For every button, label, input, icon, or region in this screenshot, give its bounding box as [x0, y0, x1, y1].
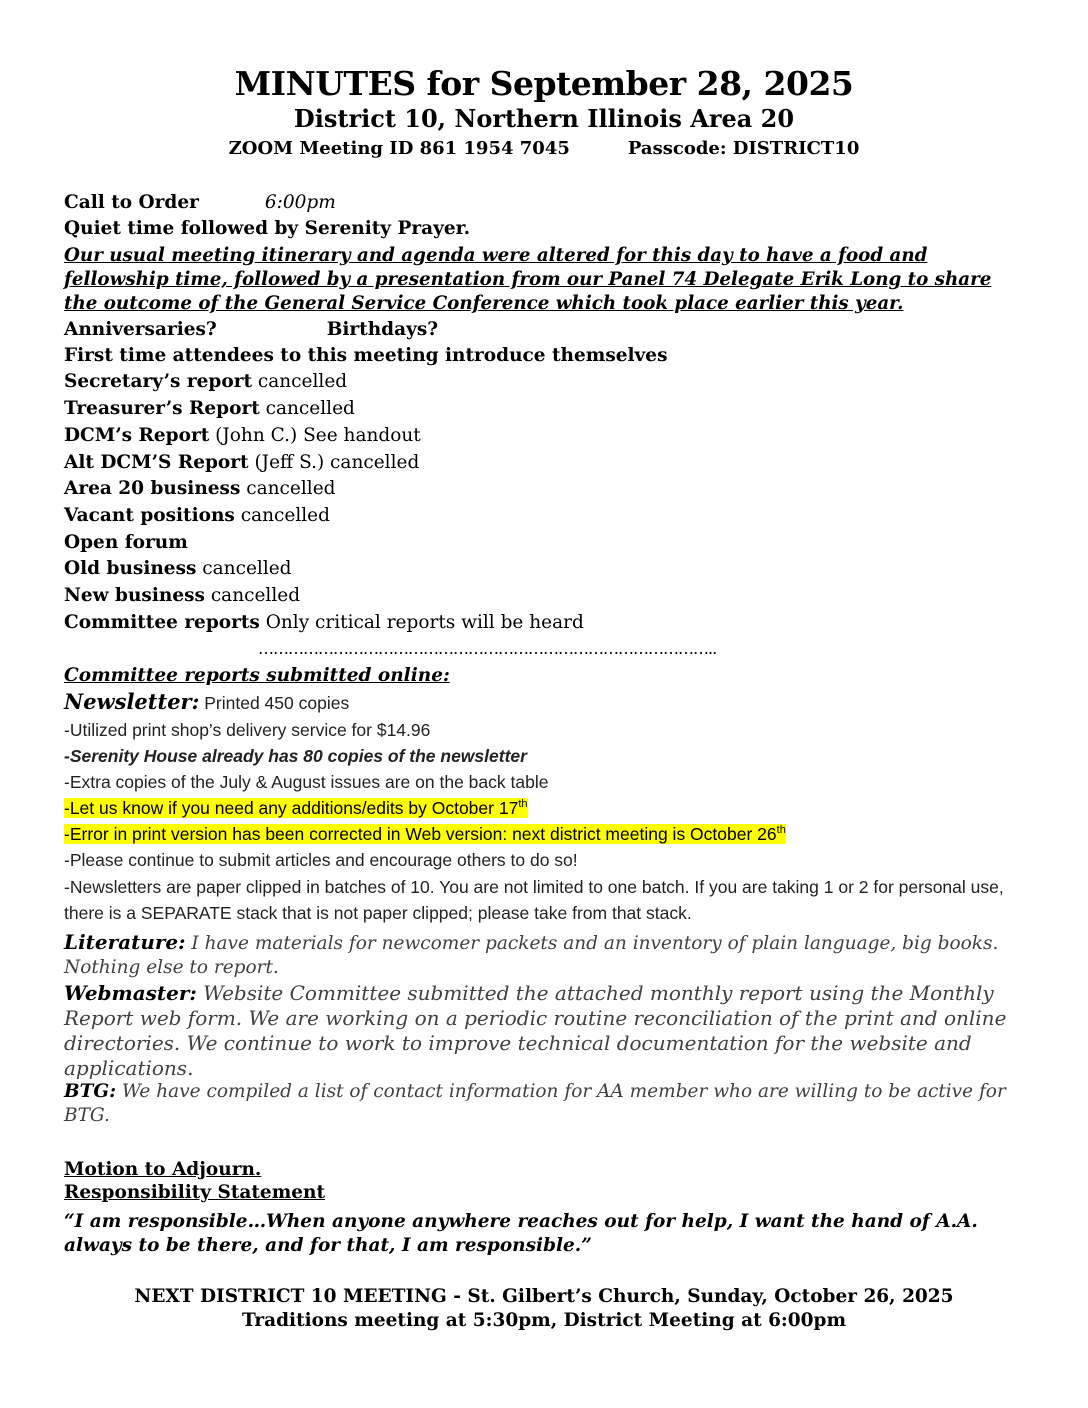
agenda-item: Treasurer’s Report cancelled: [64, 398, 355, 419]
agenda-item: DCM’s Report (John C.) See handout: [64, 425, 421, 446]
newsletter-line: -Utilized print shop’s delivery service for $14.96: [64, 720, 431, 740]
anniversaries-birthdays: [64, 318, 438, 342]
call-to-order-label: Call to Order: [64, 192, 199, 213]
webmaster-report: [64, 981, 1024, 1081]
newsletter-label: Newsletter:: [64, 689, 200, 714]
zoom-info: [0, 138, 1088, 159]
webmaster-text: Website Committee submitted the attached monthly report using the Monthly Report web form. We are working on a periodic routine reconciliation of the print and online directories. We continue to work to improve technical documentation for the website and applications.: [64, 981, 1007, 1080]
webmaster-label: Webmaster:: [64, 981, 197, 1005]
zoom-meeting-id: ZOOM Meeting ID 861 1954 7045: [228, 138, 570, 159]
literature-label: Literature:: [64, 930, 186, 954]
next-meeting: NEXT DISTRICT 10 MEETING - St. Gilbert’s Church, Sunday, October 26, 2025: [134, 1286, 954, 1307]
highlighted-note: -Let us know if you need any additions/edits by October 17th: [64, 798, 528, 818]
newsletter-intro: Printed 450 copies: [199, 693, 350, 713]
agenda-item: Committee reports Only critical reports will be heard: [64, 612, 584, 633]
first-time-attendees: First time attendees to this meeting introduce themselves: [64, 345, 668, 366]
newsletter-batches: -Newsletters are paper clipped in batches of 10. You are not limited to one batch. If you are taking 1 or 2 for personal use, there is a SEPARATE stack that is not paper clipped; please take from that stack.: [64, 877, 1004, 923]
agenda-item: Old business cancelled: [64, 558, 292, 579]
call-to-order-time: 6:00pm: [264, 192, 336, 213]
responsibility-heading: Responsibility Statement: [64, 1182, 326, 1203]
btg-label: BTG:: [64, 1081, 117, 1102]
btg-report: [64, 1080, 1024, 1128]
committee-heading: Committee reports submitted online:: [64, 665, 450, 686]
agenda-item: Open forum: [64, 532, 188, 553]
call-to-order: [64, 191, 336, 215]
agenda-item: Alt DCM’S Report (Jeff S.) cancelled: [64, 452, 420, 473]
literature-report: [64, 930, 1024, 980]
newsletter-header: [64, 690, 349, 715]
zoom-passcode: Passcode: DISTRICT10: [627, 138, 860, 159]
responsibility-quote: “I am responsible…When anyone anywhere reaches out for help, I want the hand of A.A. always to be there, and for that, I am responsible.”: [64, 1211, 978, 1256]
literature-text: I have materials for newcomer packets and an inventory of plain language, big books. Nothing else to report.: [64, 933, 999, 978]
page-subtitle: District 10, Northern Illinois Area 20: [293, 104, 795, 133]
newsletter-line: -Please continue to submit articles and encourage others to do so!: [64, 850, 578, 870]
meeting-times: Traditions meeting at 5:30pm, District Meeting at 6:00pm: [241, 1310, 847, 1331]
btg-text: We have compiled a list of contact information for AA member who are willing to be active for BTG.: [64, 1081, 1006, 1126]
agenda-item: Area 20 business cancelled: [64, 478, 336, 499]
agenda-item: Vacant positions cancelled: [64, 505, 330, 526]
itinerary-note: Our usual meeting itinerary and agenda were altered for this day to have a food and fellowship time, followed by a presentation from our Panel 74 Delegate Erik Long to share the outcome of the General Service Conference which took place earlier this year.: [64, 245, 992, 314]
anniversaries: Anniversaries?: [64, 319, 217, 340]
agenda-item: New business cancelled: [64, 585, 301, 606]
quiet-time: Quiet time followed by Serenity Prayer.: [64, 218, 471, 239]
motion-to-adjourn: Motion to Adjourn.: [64, 1159, 262, 1180]
newsletter-line: -Extra copies of the July & August issues are on the back table: [64, 772, 549, 792]
page-title: MINUTES for September 28, 2025: [234, 64, 854, 103]
agenda-item: Secretary’s report cancelled: [64, 371, 348, 392]
birthdays: Birthdays?: [326, 319, 439, 340]
highlighted-note: -Error in print version has been corrected in Web version: next district meeting is October 26th: [64, 824, 786, 844]
newsletter-line: -Serenity House already has 80 copies of the newsletter: [64, 746, 527, 766]
dotted-separator: ………………………………………………………………………………..: [258, 639, 717, 658]
